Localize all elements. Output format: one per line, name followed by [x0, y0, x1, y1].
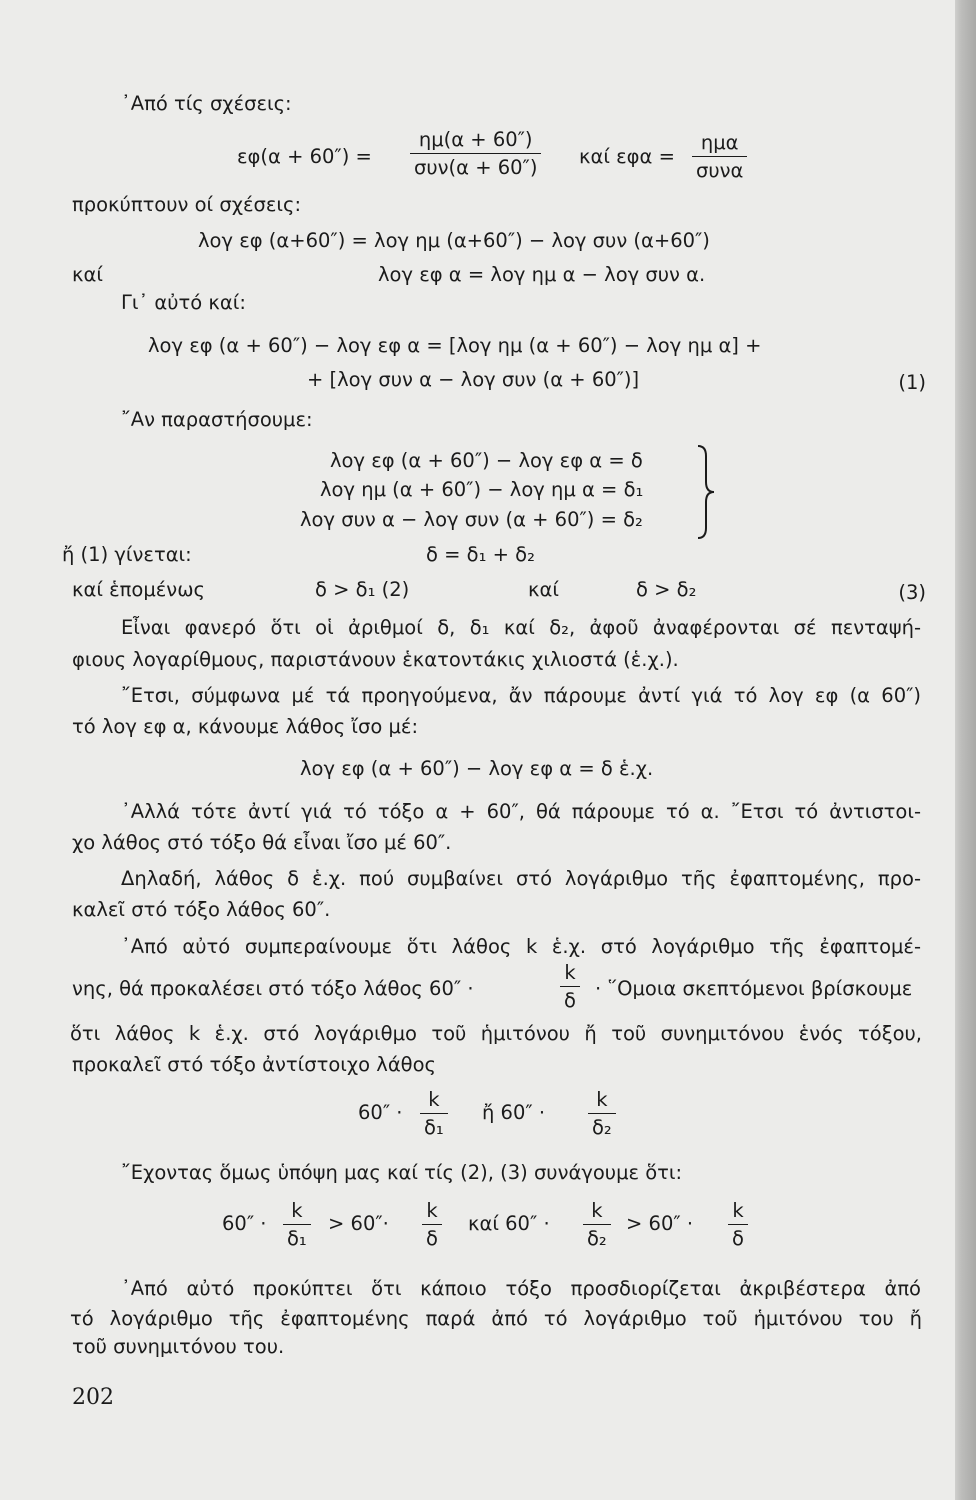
equation-number: (3) [898, 581, 926, 604]
equation-line: δ > δ₂ [636, 578, 697, 601]
equation-line: λογ εφ (α + 60″) − λογ εφ α = δ [330, 449, 643, 472]
text-line: καί ἑπομένως [72, 578, 205, 601]
fraction-denominator: δ [728, 1224, 748, 1249]
text-line: τοῦ συνημιτόνου του. [72, 1335, 285, 1358]
equation-number: (1) [898, 371, 926, 394]
text-line: προκύπτουν οί σχέσεις: [72, 193, 302, 216]
fraction-numerator: k [591, 1199, 603, 1222]
fraction-numerator: k [596, 1088, 608, 1111]
equation-line: λογ συν α − λογ συν (α + 60″) = δ₂ [300, 508, 643, 531]
text-line: ἤ (1) γίνεται: [62, 543, 192, 566]
text-line: ὅτι λάθος k ἑ.χ. στό λογάριθμο τοῦ ἡμιτόνου ἤ τοῦ συνημιτόνου ἑνός τόξου, [70, 1022, 922, 1045]
fraction [410, 130, 541, 177]
text-line: καί [528, 578, 559, 601]
text-line: ῎Ετσι, σύμφωνα μέ τά προηγούμενα, ἄν πάρουμε ἀντί γιά τό λογ εφ (α 60″) [121, 684, 921, 707]
text-line: Γι᾽ αὐτό καί: [121, 291, 246, 314]
fraction-denominator: δ₁ [420, 1113, 448, 1138]
equation-line: λογ εφ (α+60″) = λογ ημ (α+60″) − λογ συν (α+60″) [198, 229, 710, 252]
text-line: καλεῖ στό τόξο λάθος 60″. [72, 898, 331, 921]
equation-line: δ = δ₁ + δ₂ [426, 543, 535, 566]
text-line: · ῞Ομοια σκεπτόμενοι βρίσκουμε [595, 977, 913, 1000]
text-line: χο λάθος στό τόξο θά εἶναι ἴσο μέ 60″. [72, 831, 452, 854]
equation-text: καί 60″ · [468, 1212, 550, 1235]
fraction-numerator: k [732, 1199, 744, 1222]
text-line: τό λογ εφ α, κάνουμε λάθος ἴσο μέ: [72, 715, 419, 738]
fraction [728, 1201, 748, 1248]
fraction [420, 1090, 448, 1137]
equation-lhs: εφ(α + 60″) = [237, 145, 372, 168]
fraction [422, 1201, 442, 1248]
equation-line: λογ εφ (α + 60″) − λογ εφ α = δ ἑ.χ. [300, 757, 654, 780]
text-line: Δηλαδή, λάθος δ ἑ.χ. πού συμβαίνει στό λογάριθμο τῆς ἐφαπτομένης, προ- [121, 867, 921, 890]
right-brace-icon [694, 444, 718, 540]
fraction-denominator: δ₁ [283, 1224, 311, 1249]
fraction-numerator: k [291, 1199, 303, 1222]
fraction-denominator: δ [560, 986, 580, 1011]
fraction-numerator: ημα [700, 131, 739, 154]
fraction-denominator: συνα [692, 156, 747, 181]
text-line: ᾽Από τίς σχέσεις: [121, 92, 292, 115]
fraction-numerator: k [428, 1088, 440, 1111]
text-line: ᾽Από αὐτό προκύπτει ὅτι κάποιο τόξο προσδιορίζεται ἀκριβέστερα ἀπό [121, 1277, 921, 1300]
equation-text: 60″ · [358, 1101, 403, 1124]
fraction [583, 1201, 611, 1248]
page-edge [955, 0, 976, 1500]
text-line: Εἶναι φανερό ὅτι οἱ ἀριθμοί δ, δ₁ καί δ₂, ἀφοῦ ἀναφέρονται σέ πενταψή- [121, 616, 921, 639]
equation-text: > 60″· [328, 1212, 389, 1235]
equation-text: καί εφα = [579, 145, 675, 168]
text-line: προκαλεῖ στό τόξο ἀντίστοιχο λάθος [72, 1053, 436, 1076]
fraction-denominator: δ [422, 1224, 442, 1249]
fraction [560, 963, 580, 1010]
fraction-numerator: k [564, 961, 576, 984]
page-number: 202 [72, 1385, 114, 1410]
text-line: τό λογάριθμο τῆς ἐφαπτομένης παρά ἀπό τό λογάριθμο τοῦ ἡμιτόνου του ἤ [70, 1307, 922, 1330]
text-line: ῎Εχοντας ὅμως ὑπόψη μας καί τίς (2), (3) συνάγουμε ὅτι: [121, 1161, 683, 1184]
equation-line: + [λογ συν α − λογ συν (α + 60″)] [307, 368, 640, 391]
text-line: καί [72, 263, 103, 286]
text-line: ᾽Από αὐτό συμπεραίνουμε ὅτι λάθος k ἑ.χ. στό λογάριθμο τῆς ἐφαπτομέ- [121, 935, 921, 958]
fraction [588, 1090, 616, 1137]
fraction-denominator: δ₂ [583, 1224, 611, 1249]
text-line: φιους λογαρίθμους, παριστάνουν ἑκατοντάκις χιλιοστά (ἑ.χ.). [72, 648, 679, 671]
equation-line: λογ εφ α = λογ ημ α − λογ συν α. [378, 263, 706, 286]
fraction-numerator: ημ(α + 60″) [418, 128, 533, 151]
equation-line: λογ ημ (α + 60″) − λογ ημ α = δ₁ [320, 478, 644, 501]
fraction-numerator: k [426, 1199, 438, 1222]
text-line: ᾽Αλλά τότε ἀντί γιά τό τόξο α + 60″, θά πάρουμε τό α. ῎Ετσι τό ἀντιστοι- [121, 800, 921, 823]
equation-text: ἤ 60″ · [482, 1101, 546, 1124]
fraction-denominator: δ₂ [588, 1113, 616, 1138]
text-line: ῎Αν παραστήσουμε: [121, 408, 313, 431]
fraction [692, 133, 747, 180]
fraction [283, 1201, 311, 1248]
equation-text: 60″ · [222, 1212, 267, 1235]
equation-line: δ > δ₁ (2) [315, 578, 410, 601]
equation-line: λογ εφ (α + 60″) − λογ εφ α = [λογ ημ (α + 60″) − λογ ημ α] + [148, 334, 762, 357]
text-line: νης, θά προκαλέσει στό τόξο λάθος 60″ · [72, 977, 474, 1000]
equation-text: > 60″ · [626, 1212, 694, 1235]
fraction-denominator: συν(α + 60″) [410, 153, 541, 178]
